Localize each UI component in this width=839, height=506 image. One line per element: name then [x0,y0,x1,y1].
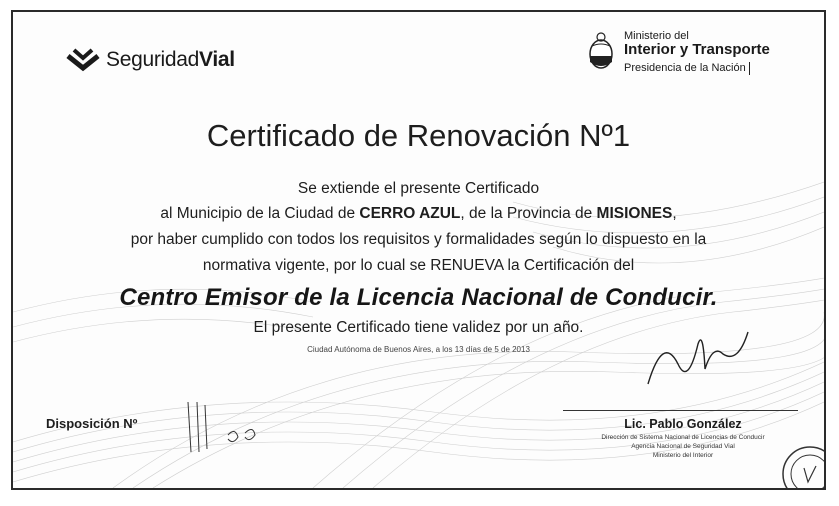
ministry-line-3: Presidencia de la Nación [624,62,750,75]
body-line-3: por haber cumplido con todos los requisitos y formalidades según lo dispuesto en la [130,231,707,248]
ministry-line-1: Ministerio del [624,30,689,42]
official-stamp-seal [778,442,826,490]
certificate-headline: Centro Emisor de la Licencia Nacional de Conducir. [119,284,718,311]
body-line-4: normativa vigente, por lo cual se RENUEVA la Certificación del [202,257,635,274]
seguridad-vial-logo [66,48,235,72]
validity-line: El presente Certificado tiene validez por un año. [253,319,584,336]
place-and-date: Ciudad Autónoma de Buenos Aires, a los 13 días de 5 de 2013 [307,345,530,354]
city-name: CERRO AZUL [359,205,461,222]
body-line-2: al Municipio de la Ciudad de CERRO AZUL, de la Provincia de MISIONES, [160,205,677,222]
disposition-label: Disposición Nº [46,416,138,431]
seguridad-vial-icon [66,48,100,72]
seguridad-vial-wordmark: SeguridadVial [106,48,235,71]
national-coat-of-arms-icon [586,32,616,72]
certificate-title: Certificado de Renovación Nº1 [206,118,631,153]
signature-line [563,410,798,411]
signatory-role-3: Ministerio del Interior [652,452,714,459]
disposition-number-handwriting [183,397,273,457]
handwritten-signature [643,324,753,394]
certificate [11,10,826,490]
signatory-role-1: Dirección de Sistema Nacional de Licencias de Conducir [601,434,765,441]
ministry-text [624,30,770,76]
signatory-name: Lic. Pablo González [624,417,742,431]
ministry-logo [586,30,770,76]
ministry-line-2: Interior y Transporte [624,41,770,58]
body-line-1: Se extiende el presente Certificado [297,180,540,197]
signatory-role-2: Agencia Nacional de Seguridad Vial [631,443,735,450]
province-name: MISIONES [596,205,673,222]
